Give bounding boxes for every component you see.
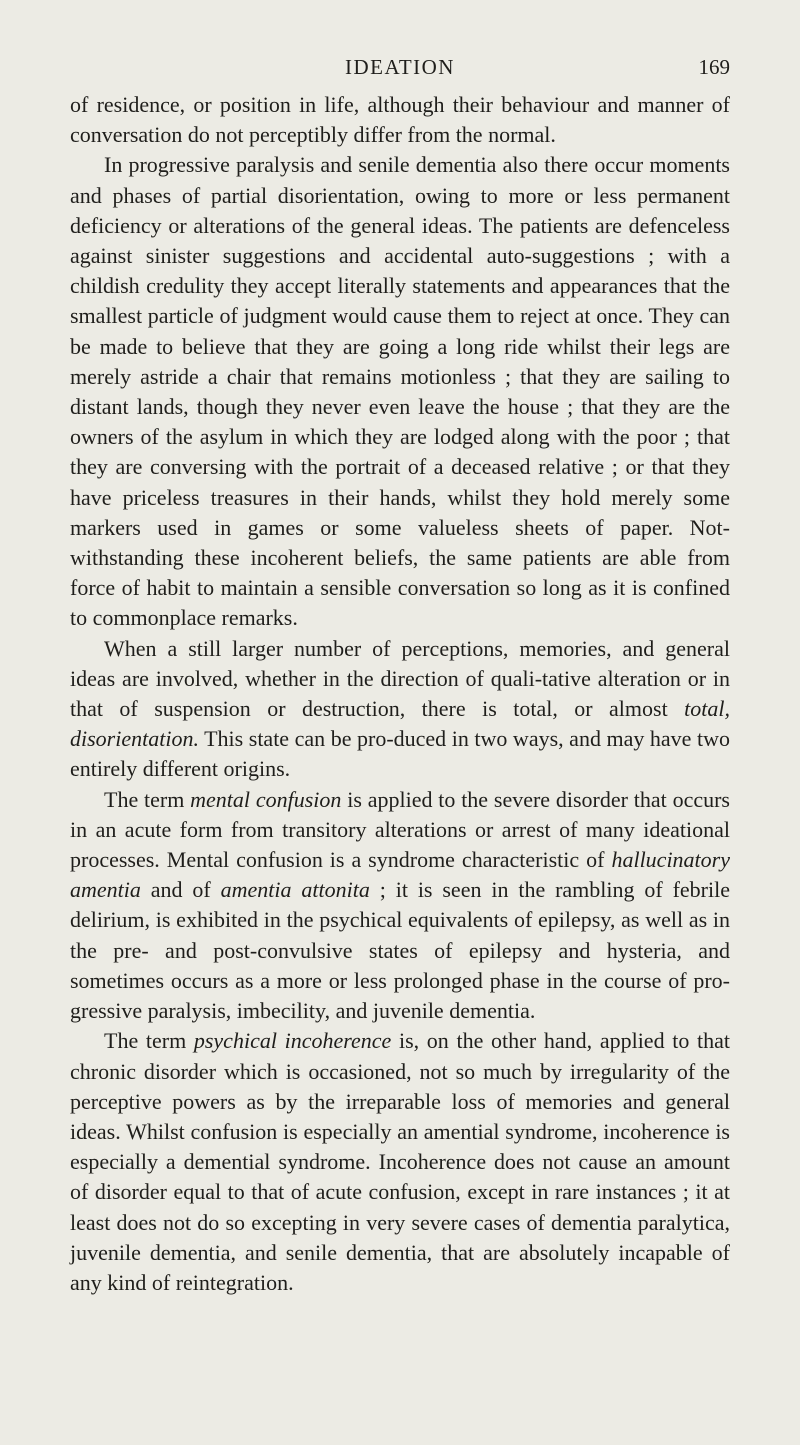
body-text [70,90,730,1298]
page-number: 169 [698,55,730,79]
italic-term: hallucinatory amentia [70,847,730,903]
paragraph [70,90,730,150]
text-run: In progressive paralysis and senile dementia also there occur moments and phases of partial disorientation, owing to more or less permanent deficiency or alterations of the general ideas. The patients are defenceless against sinister suggestions and accidental auto-suggestions ; with a childish credulity they accept literally statements and appearances that the smallest particle of judgment would cause them to reject at once. They can be made to believe that they are going a long ride whilst their legs are merely astride a chair that remains motionless ; that they are sailing to distant lands, though they never even leave the house ; that they are the owners of the asylum in which they are lodged along with the poor ; that they are conversing with the portrait of a deceased relative ; or that they have priceless treasures in their hands, whilst they hold merely some markers used in games or some valueless sheets of paper. Not-withstanding these incoherent beliefs, the same patients are able from force of habit to maintain a sensible conversation so long as it is confined to commonplace remarks. [70,152,730,631]
running-title: IDEATION [345,55,455,79]
text-run: The term [104,786,191,812]
italic-term: mental confusion [190,786,342,812]
text-run: This state can be pro-duced in two ways, and may have two entirely different origins. [70,726,730,782]
italic-term: psychical incoherence [193,1028,392,1054]
italic-term: amentia attonita [220,877,370,903]
paragraph [70,634,730,785]
paragraph [70,1026,730,1298]
text-run: of residence, or position in life, although their behaviour and manner of conversation do not perceptibly differ from the normal. [70,92,730,148]
text-run: and of [140,877,221,903]
italic-term: total, disorientation. [70,696,730,752]
text-run: ; it is seen in the rambling of febrile delirium, is exhibited in the psychical equivalents of epilepsy, as well as in the pre- and post-convulsive states of epilepsy and hysteria, and sometimes occurs as a more or less prolonged phase in the course of pro-gressive paralysis, imbecility, and juvenile dementia. [70,877,731,1024]
text-run: is applied to the severe disorder that occurs in an acute form from transitory alterations or arrest of many ideational processes. Mental confusion is a syndrome characteristic of [70,786,730,873]
paragraph [70,150,730,633]
text-run: The term [104,1028,194,1054]
page-header [70,52,730,82]
text-run: When a still larger number of perceptions, memories, and general ideas are involved, whether in the direction of quali-tative alteration or in that of suspension or destruction, there is total, or almost [70,635,730,722]
paragraph [70,785,730,1027]
text-run: is, on the other hand, applied to that chronic disorder which is occasioned, not so much by irregularity of the perceptive powers as by the irreparable loss of memories and general ideas. Whilst confusion is especially an amential syndrome, incoherence is especially a demential syndrome. Incoherence does not cause an amount of disorder equal to that of acute confusion, except in rare instances ; it at least does not do so excepting in very severe cases of dementia paralytica, juvenile dementia, and senile dementia, that are absolutely incapable of any kind of reintegration. [70,1028,731,1295]
